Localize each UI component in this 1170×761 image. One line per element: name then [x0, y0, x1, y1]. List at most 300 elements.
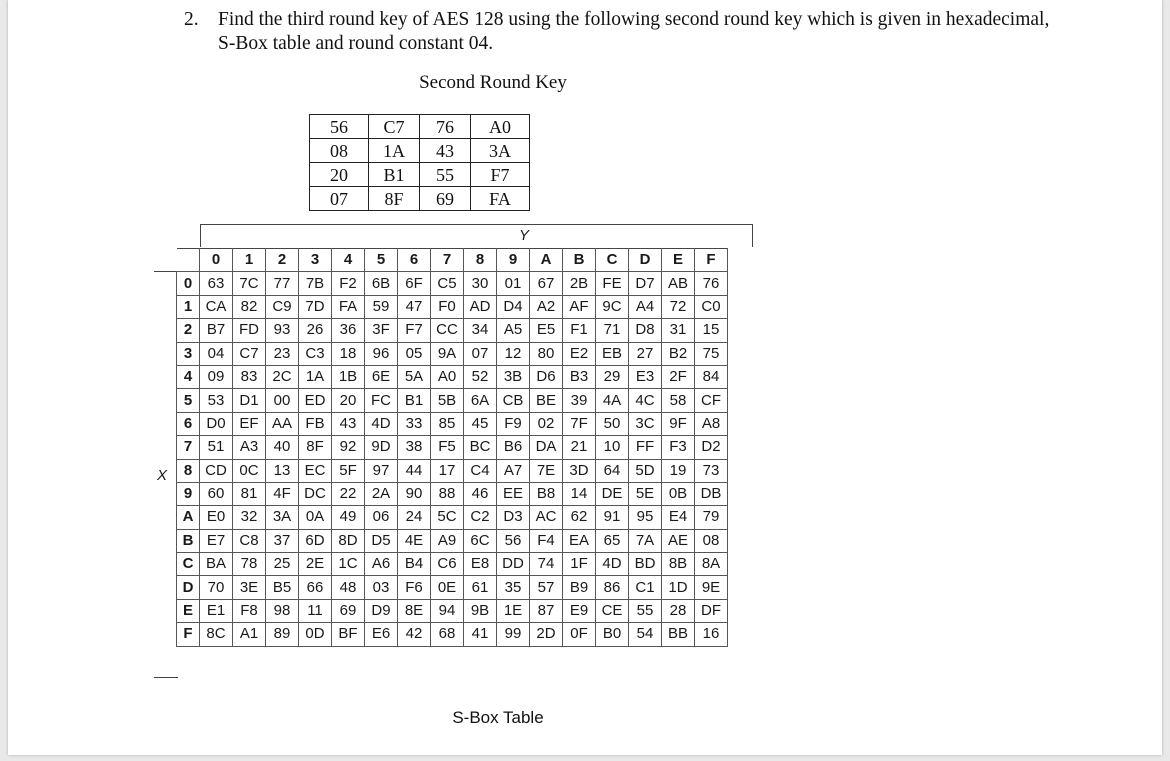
- sbox-cell: A0: [431, 365, 464, 388]
- sbox-cell: C8: [233, 529, 266, 552]
- sbox-cell: 49: [332, 506, 365, 529]
- sbox-cell: 6D: [299, 529, 332, 552]
- sbox-cell: C3: [299, 342, 332, 365]
- sbox-cell: 16: [695, 623, 728, 646]
- sbox-cell: F2: [332, 272, 365, 295]
- sbox-cell: 39: [563, 389, 596, 412]
- sbox-cell: 85: [431, 412, 464, 435]
- sbox-cell: 3C: [629, 412, 662, 435]
- sbox-cell: D3: [497, 506, 530, 529]
- sbox-cell: 3F: [365, 319, 398, 342]
- sbox-row: [177, 272, 728, 295]
- sbox-cell: B4: [398, 553, 431, 576]
- sbox-cell: 50: [596, 412, 629, 435]
- sbox-cell: 5C: [431, 506, 464, 529]
- sbox-cell: FD: [233, 319, 266, 342]
- sbox-column-header: B: [563, 249, 596, 272]
- round-key-cell: 56: [310, 115, 369, 139]
- sbox-cell: AE: [662, 529, 695, 552]
- sbox-column-header: F: [695, 249, 728, 272]
- sbox-cell: DB: [695, 482, 728, 505]
- sbox-cell: 19: [662, 459, 695, 482]
- sbox-cell: B7: [200, 319, 233, 342]
- sbox-cell: 59: [365, 295, 398, 318]
- sbox-cell: B9: [563, 576, 596, 599]
- sbox-cell: 45: [464, 412, 497, 435]
- sbox-cell: AC: [530, 506, 563, 529]
- sbox-header-row: [177, 249, 728, 272]
- sbox-cell: F3: [662, 436, 695, 459]
- sbox-cell: 2E: [299, 553, 332, 576]
- sbox-cell: 70: [200, 576, 233, 599]
- sbox-cell: 48: [332, 576, 365, 599]
- sbox-cell: FA: [332, 295, 365, 318]
- sbox-cell: 43: [332, 412, 365, 435]
- sbox-cell: 7F: [563, 412, 596, 435]
- sbox-cell: 8C: [200, 623, 233, 646]
- sbox-row: [177, 553, 728, 576]
- sbox-cell: 15: [695, 319, 728, 342]
- sbox-cell: 35: [497, 576, 530, 599]
- sbox-cell: D4: [497, 295, 530, 318]
- sbox-row-header: 6: [177, 412, 200, 435]
- sbox-row-header: C: [177, 553, 200, 576]
- sbox-cell: 80: [530, 342, 563, 365]
- sbox-corner: [177, 249, 200, 272]
- round-key-row: [310, 139, 530, 163]
- sbox-cell: 9A: [431, 342, 464, 365]
- sbox-cell: 02: [530, 412, 563, 435]
- sbox-cell: 1B: [332, 365, 365, 388]
- round-key-row: [310, 115, 530, 139]
- sbox-cell: 07: [464, 342, 497, 365]
- round-key-cell: 20: [310, 163, 369, 187]
- sbox-cell: 40: [266, 436, 299, 459]
- sbox-cell: 9B: [464, 599, 497, 622]
- sbox-cell: D6: [530, 365, 563, 388]
- round-key-cell: 55: [420, 163, 471, 187]
- sbox-cell: 71: [596, 319, 629, 342]
- sbox-cell: CB: [497, 389, 530, 412]
- sbox-cell: 68: [431, 623, 464, 646]
- sbox-cell: 7D: [299, 295, 332, 318]
- sbox-row: [177, 342, 728, 365]
- sbox-column-header: 7: [431, 249, 464, 272]
- sbox-cell: 96: [365, 342, 398, 365]
- sbox-cell: 3E: [233, 576, 266, 599]
- sbox-cell: 6E: [365, 365, 398, 388]
- sbox-cell: 5D: [629, 459, 662, 482]
- y-axis-header: [200, 224, 753, 247]
- sbox-cell: 75: [695, 342, 728, 365]
- sbox-cell: B6: [497, 436, 530, 459]
- sbox-row: [177, 412, 728, 435]
- sbox-cell: CF: [695, 389, 728, 412]
- sbox-cell: 65: [596, 529, 629, 552]
- sbox-row: [177, 295, 728, 318]
- sbox-column-header: A: [530, 249, 563, 272]
- sbox-cell: 95: [629, 506, 662, 529]
- sbox-cell: E7: [200, 529, 233, 552]
- sbox-cell: 38: [398, 436, 431, 459]
- y-axis-label: Y: [519, 227, 530, 244]
- sbox-cell: DF: [695, 599, 728, 622]
- round-key-table: [309, 114, 530, 211]
- sbox-cell: 92: [332, 436, 365, 459]
- sbox-cell: 10: [596, 436, 629, 459]
- sbox-cell: 77: [266, 272, 299, 295]
- sbox-row-header: 4: [177, 365, 200, 388]
- round-key-cell: 8F: [369, 187, 420, 211]
- sbox-column-header: 2: [266, 249, 299, 272]
- sbox-cell: 2B: [563, 272, 596, 295]
- sbox-row: [177, 389, 728, 412]
- sbox-cell: F0: [431, 295, 464, 318]
- sbox-row: [177, 436, 728, 459]
- sbox-cell: 62: [563, 506, 596, 529]
- sbox-cell: DA: [530, 436, 563, 459]
- sbox-cell: CE: [596, 599, 629, 622]
- sbox-cell: 11: [299, 599, 332, 622]
- sbox-cell: AB: [662, 272, 695, 295]
- sbox-cell: E9: [563, 599, 596, 622]
- sbox-cell: C2: [464, 506, 497, 529]
- sbox-cell: 54: [629, 623, 662, 646]
- sbox-cell: D2: [695, 436, 728, 459]
- sbox-cell: 4A: [596, 389, 629, 412]
- sbox-cell: 63: [200, 272, 233, 295]
- sbox-cell: 9C: [596, 295, 629, 318]
- sbox-cell: 34: [464, 319, 497, 342]
- sbox-cell: 90: [398, 482, 431, 505]
- sbox-cell: 8F: [299, 436, 332, 459]
- sbox-cell: 7E: [530, 459, 563, 482]
- sbox-cell: 57: [530, 576, 563, 599]
- sbox-row-header: 3: [177, 342, 200, 365]
- sbox-cell: 53: [200, 389, 233, 412]
- sbox-cell: 14: [563, 482, 596, 505]
- sbox-cell: 21: [563, 436, 596, 459]
- sbox-cell: DE: [596, 482, 629, 505]
- sbox-cell: F4: [530, 529, 563, 552]
- x-axis-divider: [154, 271, 178, 272]
- sbox-cell: 9D: [365, 436, 398, 459]
- sbox-cell: FB: [299, 412, 332, 435]
- sbox-cell: 5A: [398, 365, 431, 388]
- sbox-cell: 60: [200, 482, 233, 505]
- round-key-row: [310, 163, 530, 187]
- sbox-cell: A8: [695, 412, 728, 435]
- sbox-cell: C4: [464, 459, 497, 482]
- sbox-cell: 72: [662, 295, 695, 318]
- sbox-cell: 8E: [398, 599, 431, 622]
- sbox-cell: 31: [662, 319, 695, 342]
- sbox-cell: 4D: [596, 553, 629, 576]
- sbox-row-header: 7: [177, 436, 200, 459]
- sbox-cell: FC: [365, 389, 398, 412]
- sbox-cell: 9F: [662, 412, 695, 435]
- sbox-cell: 4E: [398, 529, 431, 552]
- sbox-row: [177, 365, 728, 388]
- sbox-cell: 58: [662, 389, 695, 412]
- sbox-row: [177, 506, 728, 529]
- sbox-cell: 25: [266, 553, 299, 576]
- sbox-cell: 5B: [431, 389, 464, 412]
- sbox-cell: 0B: [662, 482, 695, 505]
- sbox-cell: D1: [233, 389, 266, 412]
- sbox-cell: 22: [332, 482, 365, 505]
- sbox-cell: 1D: [662, 576, 695, 599]
- sbox-row: [177, 623, 728, 646]
- sbox-row-header: 9: [177, 482, 200, 505]
- sbox-cell: 30: [464, 272, 497, 295]
- sbox-cell: 0C: [233, 459, 266, 482]
- sbox-cell: EE: [497, 482, 530, 505]
- sbox-cell: 3D: [563, 459, 596, 482]
- sbox-cell: 26: [299, 319, 332, 342]
- sbox-cell: A1: [233, 623, 266, 646]
- sbox-cell: C5: [431, 272, 464, 295]
- sbox-cell: 94: [431, 599, 464, 622]
- x-axis-divider: [154, 677, 178, 678]
- sbox-cell: 86: [596, 576, 629, 599]
- sbox-cell: A3: [233, 436, 266, 459]
- sbox-cell: E6: [365, 623, 398, 646]
- sbox-cell: BA: [200, 553, 233, 576]
- sbox-cell: 83: [233, 365, 266, 388]
- question-text: Find the third round key of AES 128 using the following second round key which is given in hexadecimal, S-Box table and round constant 04.: [218, 9, 1050, 54]
- sbox-cell: 3A: [266, 506, 299, 529]
- round-key-cell: A0: [471, 115, 530, 139]
- sbox-cell: 67: [530, 272, 563, 295]
- sbox-row: [177, 599, 728, 622]
- sbox-cell: BC: [464, 436, 497, 459]
- sbox-cell: 20: [332, 389, 365, 412]
- sbox-cell: 8D: [332, 529, 365, 552]
- sbox-cell: F8: [233, 599, 266, 622]
- sbox-column-header: 8: [464, 249, 497, 272]
- sbox-row-header: B: [177, 529, 200, 552]
- sbox-cell: 36: [332, 319, 365, 342]
- sbox-cell: 0A: [299, 506, 332, 529]
- sbox-cell: 79: [695, 506, 728, 529]
- sbox-cell: 03: [365, 576, 398, 599]
- sbox-cell: AD: [464, 295, 497, 318]
- sbox-cell: B8: [530, 482, 563, 505]
- sbox-cell: 98: [266, 599, 299, 622]
- sbox-cell: B3: [563, 365, 596, 388]
- round-key-cell: 1A: [369, 139, 420, 163]
- sbox-column-header: 6: [398, 249, 431, 272]
- sbox-cell: 2C: [266, 365, 299, 388]
- sbox-cell: CA: [200, 295, 233, 318]
- sbox-cell: F9: [497, 412, 530, 435]
- round-key-cell: C7: [369, 115, 420, 139]
- sbox-cell: 27: [629, 342, 662, 365]
- sbox-cell: A2: [530, 295, 563, 318]
- question-number: 2.: [184, 9, 199, 30]
- sbox-cell: 5E: [629, 482, 662, 505]
- sbox-cell: F1: [563, 319, 596, 342]
- round-key-cell: 08: [310, 139, 369, 163]
- sbox-cell: 44: [398, 459, 431, 482]
- sbox-cell: 78: [233, 553, 266, 576]
- sbox-cell: C6: [431, 553, 464, 576]
- sbox-cell: 41: [464, 623, 497, 646]
- sbox-row-header: 8: [177, 459, 200, 482]
- sbox-cell: F7: [398, 319, 431, 342]
- sbox-cell: F5: [431, 436, 464, 459]
- sbox-cell: 08: [695, 529, 728, 552]
- sbox-cell: 32: [233, 506, 266, 529]
- sbox-cell: 09: [200, 365, 233, 388]
- sbox-column-header: D: [629, 249, 662, 272]
- sbox-row: [177, 482, 728, 505]
- sbox-cell: 87: [530, 599, 563, 622]
- sbox-column-header: 3: [299, 249, 332, 272]
- sbox-column-header: 0: [200, 249, 233, 272]
- sbox-cell: 2D: [530, 623, 563, 646]
- sbox-row: [177, 459, 728, 482]
- sbox-figure: [152, 223, 754, 679]
- sbox-cell: 55: [629, 599, 662, 622]
- sbox-cell: 6C: [464, 529, 497, 552]
- sbox-cell: DD: [497, 553, 530, 576]
- sbox-cell: 84: [695, 365, 728, 388]
- sbox-cell: 66: [299, 576, 332, 599]
- sbox-cell: 33: [398, 412, 431, 435]
- sbox-cell: 93: [266, 319, 299, 342]
- sbox-cell: 6A: [464, 389, 497, 412]
- sbox-row: [177, 576, 728, 599]
- sbox-cell: 13: [266, 459, 299, 482]
- sbox-cell: E2: [563, 342, 596, 365]
- sbox-cell: 99: [497, 623, 530, 646]
- sbox-cell: 89: [266, 623, 299, 646]
- sbox-row: [177, 319, 728, 342]
- round-key-cell: 3A: [471, 139, 530, 163]
- sbox-cell: DC: [299, 482, 332, 505]
- sbox-cell: 29: [596, 365, 629, 388]
- sbox-cell: AA: [266, 412, 299, 435]
- sbox-row-header: D: [177, 576, 200, 599]
- sbox-cell: 6F: [398, 272, 431, 295]
- sbox-cell: 23: [266, 342, 299, 365]
- sbox-cell: E0: [200, 506, 233, 529]
- sbox-cell: 0E: [431, 576, 464, 599]
- sbox-row-header: F: [177, 623, 200, 646]
- sbox-cell: 7C: [233, 272, 266, 295]
- sbox-column-header: 5: [365, 249, 398, 272]
- sbox-cell: 88: [431, 482, 464, 505]
- sbox-cell: 6B: [365, 272, 398, 295]
- sbox-cell: 3B: [497, 365, 530, 388]
- sbox-cell: B2: [662, 342, 695, 365]
- sbox-row-header: E: [177, 599, 200, 622]
- sbox-cell: D0: [200, 412, 233, 435]
- round-key-caption: Second Round Key: [419, 72, 567, 93]
- sbox-cell: C9: [266, 295, 299, 318]
- sbox-cell: 28: [662, 599, 695, 622]
- sbox-cell: E4: [662, 506, 695, 529]
- sbox-caption: S-Box Table: [452, 708, 544, 727]
- sbox-cell: 64: [596, 459, 629, 482]
- sbox-column-header: C: [596, 249, 629, 272]
- round-key-row: [310, 187, 530, 211]
- sbox-cell: 69: [332, 599, 365, 622]
- sbox-cell: A5: [497, 319, 530, 342]
- sbox-column-header: 4: [332, 249, 365, 272]
- sbox-cell: 7A: [629, 529, 662, 552]
- sbox-row: [177, 529, 728, 552]
- sbox-cell: CD: [200, 459, 233, 482]
- sbox-cell: C0: [695, 295, 728, 318]
- sbox-row-header: 2: [177, 319, 200, 342]
- round-key-cell: FA: [471, 187, 530, 211]
- sbox-cell: E5: [530, 319, 563, 342]
- sbox-cell: BE: [530, 389, 563, 412]
- sbox-cell: A4: [629, 295, 662, 318]
- sbox-cell: BD: [629, 553, 662, 576]
- sbox-cell: E8: [464, 553, 497, 576]
- sbox-cell: 74: [530, 553, 563, 576]
- round-key-cell: F7: [471, 163, 530, 187]
- sbox-cell: 9E: [695, 576, 728, 599]
- document-page: [8, 0, 1162, 755]
- sbox-cell: EC: [299, 459, 332, 482]
- sbox-cell: 1F: [563, 553, 596, 576]
- sbox-cell: 5F: [332, 459, 365, 482]
- sbox-cell: EB: [596, 342, 629, 365]
- sbox-cell: 00: [266, 389, 299, 412]
- sbox-cell: 37: [266, 529, 299, 552]
- sbox-cell: A7: [497, 459, 530, 482]
- sbox-cell: E1: [200, 599, 233, 622]
- sbox-cell: 81: [233, 482, 266, 505]
- sbox-cell: D9: [365, 599, 398, 622]
- sbox-cell: CC: [431, 319, 464, 342]
- sbox-cell: FE: [596, 272, 629, 295]
- sbox-cell: 8A: [695, 553, 728, 576]
- sbox-cell: AF: [563, 295, 596, 318]
- sbox-table: [176, 248, 728, 647]
- sbox-cell: D7: [629, 272, 662, 295]
- sbox-cell: 73: [695, 459, 728, 482]
- sbox-cell: 17: [431, 459, 464, 482]
- round-key-cell: 69: [420, 187, 471, 211]
- sbox-cell: B1: [398, 389, 431, 412]
- sbox-row-header: A: [177, 506, 200, 529]
- sbox-cell: 05: [398, 342, 431, 365]
- x-axis-label: X: [157, 467, 168, 484]
- sbox-cell: 1A: [299, 365, 332, 388]
- sbox-cell: 0F: [563, 623, 596, 646]
- sbox-column-header: 9: [497, 249, 530, 272]
- sbox-cell: 24: [398, 506, 431, 529]
- sbox-cell: 04: [200, 342, 233, 365]
- sbox-cell: 06: [365, 506, 398, 529]
- sbox-cell: 01: [497, 272, 530, 295]
- sbox-cell: B5: [266, 576, 299, 599]
- sbox-cell: 91: [596, 506, 629, 529]
- sbox-cell: BB: [662, 623, 695, 646]
- sbox-cell: D8: [629, 319, 662, 342]
- sbox-cell: EA: [563, 529, 596, 552]
- sbox-cell: B0: [596, 623, 629, 646]
- sbox-cell: 97: [365, 459, 398, 482]
- sbox-cell: D5: [365, 529, 398, 552]
- sbox-cell: EF: [233, 412, 266, 435]
